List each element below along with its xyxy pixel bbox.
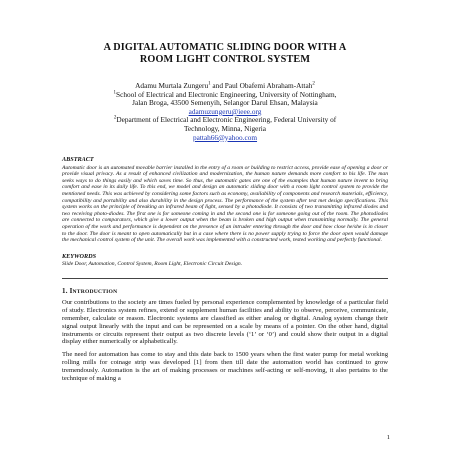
intro-paragraph-2: The need for automation has come to stay and this date back to 1500 years when the first water pump for metal working rolling mills for coinage strip was developed [1] from then till date the automation world has continued to grow tremendously. Automation is the art of making processes or machines self-acting or self-moving, it also pertains to the technique of making a: [62, 351, 388, 383]
email-link-2[interactable]: pattah66@yahoo.com: [192, 132, 258, 142]
section-heading-introduction: [62, 287, 388, 296]
author-2-name: and Paul Obafemi Abraham-Attah: [210, 81, 313, 90]
section-title-rest: NTRODUCTION: [72, 288, 118, 295]
section-number: 1.: [62, 286, 68, 295]
intro-paragraph-1: Our contributions to the society are times fueled by personal experience complemented by knowledge of a particular field of study. Electronics system refines, extend or supplement human facilities and ability to observe, perceive, communicate, remember, calculate or reason. Electronic systems are classified as either analog or digital. Analog system change their signal output linearly with the input and can be represented on a scale by means of a pointer. On the other hand, digital instruments or circuits represent their output as two discrete levels (‘1’ or ‘0’) and could show their output in a digital display either numerically or alphabetically.: [62, 298, 388, 346]
author-2-sup: 2: [312, 81, 315, 87]
affiliation-1-line-1: School of Electrical and Electronic Engineering, University of Nottingham,: [116, 89, 337, 99]
author-1-sup: 1: [208, 81, 211, 87]
author-1-name: Adamu Murtala Zungeru: [135, 81, 209, 90]
title-line-1: A DIGITAL AUTOMATIC SLIDING DOOR WITH A: [103, 42, 347, 53]
paper-title: [62, 42, 388, 66]
abstract-text: Automatic door is an automated movable barrier installed in the entry of a room or building to restrict access, provide ease of opening a door or provide visual privacy. As a result of enhanced civilization and modernization, the human nature demands more comfort to his life. The man seeks ways to do things easily and which saves time. So thus, the automatic gates are one of the examples that human nature invent to bring comfort and ease in its daily life. To this end, we model and design an automatic sliding door with a room light control system to provide the mentioned needs. This was achieved by considering some factors such as economy, availability of components and research materials, efficiency, compatibility and portability and also durability in the design process. The performance of the system after test met design specifications. This system works on the principle of breaking an infrared beam of light, sensed by a photodiode. It consists of two transmitting infrared diodes and two receiving photo-diodes. The first one is for someone coming in and the second one is for someone going out of the room. The photodiodes are connected to comparators, which give a lower output when the beam is broken and high output when transmitting normally. The general operation of the work and performance is dependent on the presence of an intruder entering through the door and how close he/she is in closer to the door. The door is meant to open automatically but in a case where there is no power supply trying to force the door open would damage the mechanical control system of the unit. The overall work was implemented with a constructed work, tested working and perfectly functional.: [62, 164, 388, 244]
keywords-heading: KEYWORDS: [62, 252, 97, 260]
page-number: 1: [386, 434, 390, 441]
email-link-1[interactable]: adamuzungeru@ieee.org: [188, 106, 262, 116]
affiliation-1-sup: 1: [113, 90, 117, 96]
abstract-heading: ABSTRACT: [62, 156, 94, 164]
author-block: [62, 82, 388, 142]
page-content: [62, 42, 388, 388]
section-title-initial: I: [69, 286, 73, 295]
affiliation-2-sup: 2: [113, 115, 117, 121]
section-divider: [62, 278, 388, 279]
affiliation-2-line-2: Technology, Minna, Nigeria: [183, 123, 267, 133]
affiliation-2-line-1: Department of Electrical and Electronic Engineering, Federal University of: [116, 115, 337, 125]
keywords-text: Slide Door, Automation, Control System, Room Light, Electronic Circuit Design.: [62, 261, 243, 268]
affiliation-1-line-2: Jalan Broga, 43500 Semenyih, Selangor Darul Ehsan, Malaysia: [132, 98, 318, 108]
title-line-2: ROOM LIGHT CONTROL SYSTEM: [139, 54, 311, 65]
